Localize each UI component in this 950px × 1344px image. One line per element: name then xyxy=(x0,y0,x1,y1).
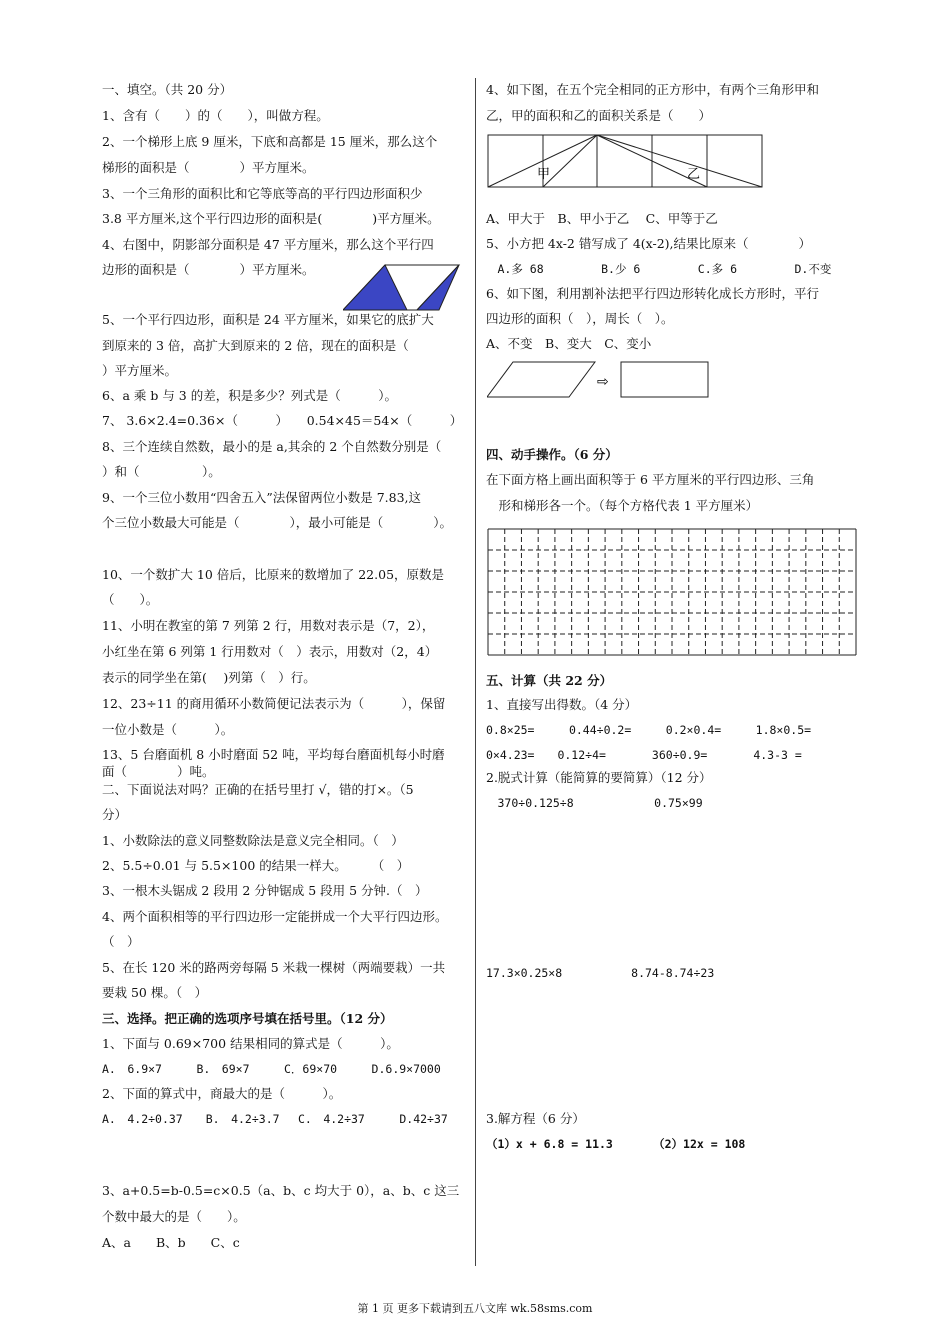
calc-2-row-1: 370÷0.125÷8 0.75×99 xyxy=(486,796,703,810)
section-2-heading-cont: 分） xyxy=(102,807,128,822)
section-4-instr-b: 形和梯形各一个。（每个方格代表 1 平方厘米） xyxy=(486,498,759,513)
q1-10b: （ ）。 xyxy=(102,592,159,607)
q3-4-options: A、甲大于 B、甲小于乙 C、甲等于乙 xyxy=(486,211,718,226)
section-5-heading: 五、计算（共 22 分） xyxy=(486,673,613,688)
q1-9b: 个三位小数最大可能是（ ），最小可能是（ ）。 xyxy=(102,515,453,530)
q1-11a: 11、小明在教室的第 7 列第 2 行，用数对表示是（7，2）， xyxy=(102,618,435,633)
q3-2-options: A. 4.2÷0.37 B. 4.2÷3.7 C. 4.2÷37 D.42÷37 xyxy=(102,1112,448,1126)
q2-3: 3、一根木头锯成 2 段用 2 分钟锯成 5 段用 5 分钟.（ ） xyxy=(102,883,428,898)
page-footer: 第 1 页 更多下载请到五八文库 wk.58sms.com xyxy=(357,1302,593,1315)
section-4-heading: 四、动手操作。（6 分） xyxy=(486,447,618,462)
q1-4a: 4、右图中，阴影部分面积是 47 平方厘米，那么这个平行四 xyxy=(102,237,434,252)
q2-4b: （ ） xyxy=(102,934,140,949)
q3-4b: 乙，甲的面积和乙的面积关系是（ ） xyxy=(486,108,712,123)
calc-1-row-2: 0×4.23= 0.12÷4= 360÷0.9= 4.3-3 = xyxy=(486,748,802,762)
q3-4a: 4、如下图，在五个完全相同的正方形中，有两个三角形甲和 xyxy=(486,82,819,97)
q1-9a: 9、一个三位小数用“四舍五入”法保留两位小数是 7.83,这 xyxy=(102,490,422,505)
q1-3b: 3.8 平方厘米,这个平行四边形的面积是( )平方厘米。 xyxy=(102,211,440,226)
q1-13b: 面（ ）吨。 xyxy=(102,764,215,779)
section-3-heading: 三、选择。把正确的选项序号填在括号里。（12 分） xyxy=(102,1011,393,1026)
q3-5-options: A.多 68 B.少 6 C.多 6 D.不变 xyxy=(486,262,832,276)
q2-4a: 4、两个面积相等的平行四边形一定能拼成一个大平行四边形。 xyxy=(102,909,448,924)
section-1-heading: 一、填空。（共 20 分） xyxy=(102,82,233,97)
q1-8a: 8、三个连续自然数，最小的是 a,其余的 2 个自然数分别是（ xyxy=(102,439,442,454)
label-yi: 乙 xyxy=(687,167,701,182)
shaded-parallelogram-figure xyxy=(343,264,461,312)
calc-3-equations: （1）x + 6.8 = 11.3 （2）12x = 108 xyxy=(486,1137,746,1151)
q1-1: 1、含有（ ）的（ ），叫做方程。 xyxy=(102,108,329,123)
q3-6a: 6、如下图，利用割补法把平行四边形转化成长方形时，平行 xyxy=(486,286,819,301)
q3-3-options: A、a B、b C、c xyxy=(102,1235,240,1250)
label-jia: 甲 xyxy=(537,167,551,182)
q3-2: 2、下面的算式中，商最大的是（ ）。 xyxy=(102,1086,342,1101)
q2-2: 2、5.5÷0.01 与 5.5×100 的结果一样大。 （ ） xyxy=(102,858,410,873)
calc-2-heading: 2.脱式计算（能简算的要简算）（12 分） xyxy=(486,770,712,785)
q1-2a: 2、一个梯形上底 9 厘米，下底和高都是 15 厘米，那么这个 xyxy=(102,134,438,149)
q3-1-options: A. 6.9×7 B. 69×7 C．69×70 D.6.9×7000 xyxy=(102,1062,441,1076)
parallelogram-to-rectangle-figure xyxy=(487,360,712,400)
calc-3-heading: 3.解方程（6 分） xyxy=(486,1111,585,1126)
section-4-instr-a: 在下面方格上画出面积等于 6 平方厘米的平行四边形、三角 xyxy=(486,472,815,487)
q1-12b: 一位小数是（ ）。 xyxy=(102,722,234,737)
q1-4b: 边形的面积是（ ）平方厘米。 xyxy=(102,262,315,277)
q1-11c: 表示的同学坐在第( )列第（ ）行。 xyxy=(102,670,316,685)
q2-5a: 5、在长 120 米的路两旁每隔 5 米栽一棵树（两端要栽）一共 xyxy=(102,960,446,975)
q2-1: 1、小数除法的意义同整数除法是意义完全相同。（ ） xyxy=(102,833,404,848)
q1-5a: 5、一个平行四边形，面积是 24 平方厘米，如果它的底扩大 xyxy=(102,312,434,327)
section-2-heading: 二、下面说法对吗？正确的在括号里打 √，错的打×。（5 xyxy=(102,782,414,797)
q3-5: 5、小方把 4x-2 错写成了 4(x-2),结果比原来（ ） xyxy=(486,236,812,251)
q3-6-options: A、不变 B、变大 C、变小 xyxy=(486,336,652,351)
q1-5c: ）平方厘米。 xyxy=(102,363,178,378)
q1-12a: 12、23÷11 的商用循环小数简便记法表示为（ ），保留 xyxy=(102,696,446,711)
calc-2-row-2: 17.3×0.25×8 8.74-8.74÷23 xyxy=(486,966,715,980)
column-divider xyxy=(475,78,476,1266)
q3-3a: 3、a+0.5=b-0.5=c×0.5（a、b、c 均大于 0），a、b、c 这三 xyxy=(102,1183,460,1198)
q1-13a: 13、5 台磨面机 8 小时磨面 52 吨，平均每台磨面机每小时磨 xyxy=(102,747,445,762)
q1-10a: 10、一个数扩大 10 倍后，比原来的数增加了 22.05，原数是 xyxy=(102,567,445,582)
drawing-grid xyxy=(487,528,859,658)
five-squares-figure xyxy=(487,134,765,190)
q3-6b: 四边形的面积（ ），周长（ ）。 xyxy=(486,311,674,326)
q1-7: 7、 3.6×2.4=0.36×（ ） 0.54×45＝54×（ ） xyxy=(102,413,463,428)
q3-3b: 个数中最大的是（ ）。 xyxy=(102,1209,246,1224)
q3-1: 1、下面与 0.69×700 结果相同的算式是（ ）。 xyxy=(102,1036,399,1051)
q1-2b: 梯形的面积是（ ）平方厘米。 xyxy=(102,160,315,175)
q1-11b: 小红坐在第 6 列第 1 行用数对（ ）表示，用数对（2，4） xyxy=(102,644,438,659)
q1-3a: 3、一个三角形的面积比和它等底等高的平行四边形面积少 xyxy=(102,186,423,201)
calc-1-heading: 1、直接写出得数。（4 分） xyxy=(486,697,638,712)
calc-1-row-1: 0.8×25= 0.44÷0.2= 0.2×0.4= 1.8×0.5= xyxy=(486,723,812,737)
q1-5b: 到原来的 3 倍，高扩大到原来的 2 倍，现在的面积是（ xyxy=(102,338,409,353)
q2-5b: 要栽 50 棵。（ ） xyxy=(102,985,208,1000)
arrow-icon: ⇨ xyxy=(597,374,609,390)
q1-6: 6、a 乘 b 与 3 的差，积是多少？列式是（ ）。 xyxy=(102,388,397,403)
q1-8b: ）和（ ）。 xyxy=(102,464,221,479)
